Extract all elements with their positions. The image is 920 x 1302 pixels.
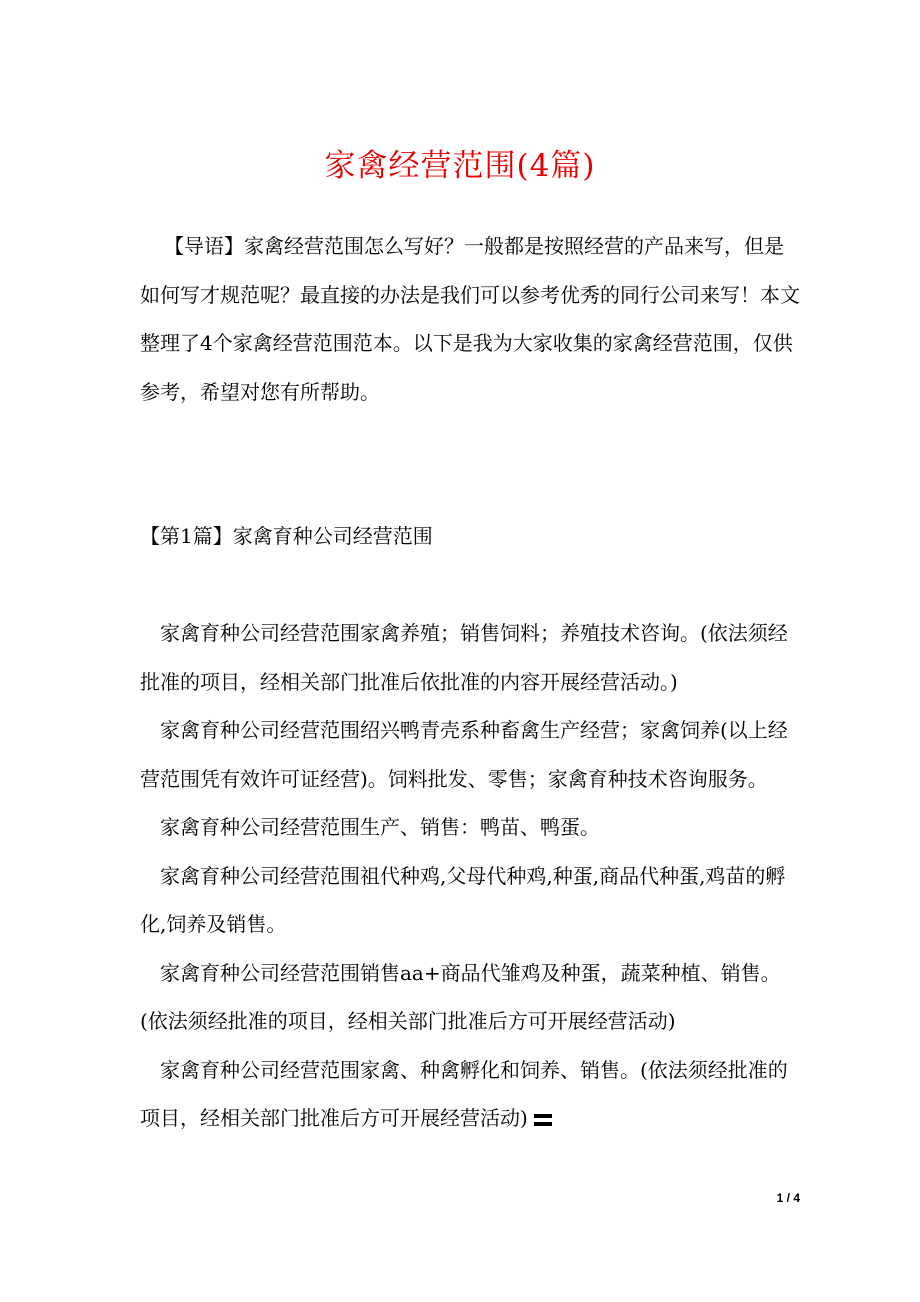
business-scope-item xyxy=(140,1046,800,1143)
business-scope-item xyxy=(140,609,800,706)
double-bar-marker-icon xyxy=(534,1113,552,1127)
intro-paragraph: 【导语】家禽经营范围怎么写好？一般都是按照经营的产品来写，但是如何写才规范呢？最直接的办法是我们可以参考优秀的同行公司来写！本文整理了4个家禽经营范围范本。以下是我为大家收集的家禽经营范围，仅供参考，希望对您有所帮助。 xyxy=(140,234,800,404)
page-number: 1 / 4 xyxy=(776,1191,800,1205)
business-scope-item xyxy=(140,949,800,1046)
business-scope-item-text: 家禽育种公司经营范围家禽、种禽孵化和饲养、销售。(依法须经批准的项目，经相关部门批准后方可开展经营活动) xyxy=(140,1057,788,1130)
business-scope-item xyxy=(140,706,800,803)
business-scope-item-text: 家禽育种公司经营范围绍兴鸭青壳系种畜禽生产经营；家禽饲养(以上经营范围凭有效许可证经营)。饲料批发、零售；家禽育种技术咨询服务。 xyxy=(140,718,788,791)
business-scope-item xyxy=(140,852,800,949)
business-scope-item-text: 家禽育种公司经营范围销售aa+商品代雏鸡及种蛋，蔬菜种植、销售。(依法须经批准的项目，经相关部门批准后方可开展经营活动) xyxy=(140,960,781,1033)
business-scope-item-text: 家禽育种公司经营范围生产、销售：鸭苗、鸭蛋。 xyxy=(160,815,600,839)
business-scope-item-text: 家禽育种公司经营范围家禽养殖；销售饲料；养殖技术咨询。(依法须经批准的项目，经相关部门批准后依批准的内容开展经营活动。) xyxy=(140,621,788,694)
business-scope-item xyxy=(140,803,800,852)
business-scope-item-text: 家禽育种公司经营范围祖代种鸡,父母代种鸡,种蛋,商品代种蛋,鸡苗的孵化,饲养及销售。 xyxy=(140,863,786,936)
page-title: 家禽经营范围(4篇) xyxy=(324,148,596,184)
section-heading: 【第1篇】家禽育种公司经营范围 xyxy=(140,524,433,548)
business-scope-list xyxy=(140,609,800,1143)
